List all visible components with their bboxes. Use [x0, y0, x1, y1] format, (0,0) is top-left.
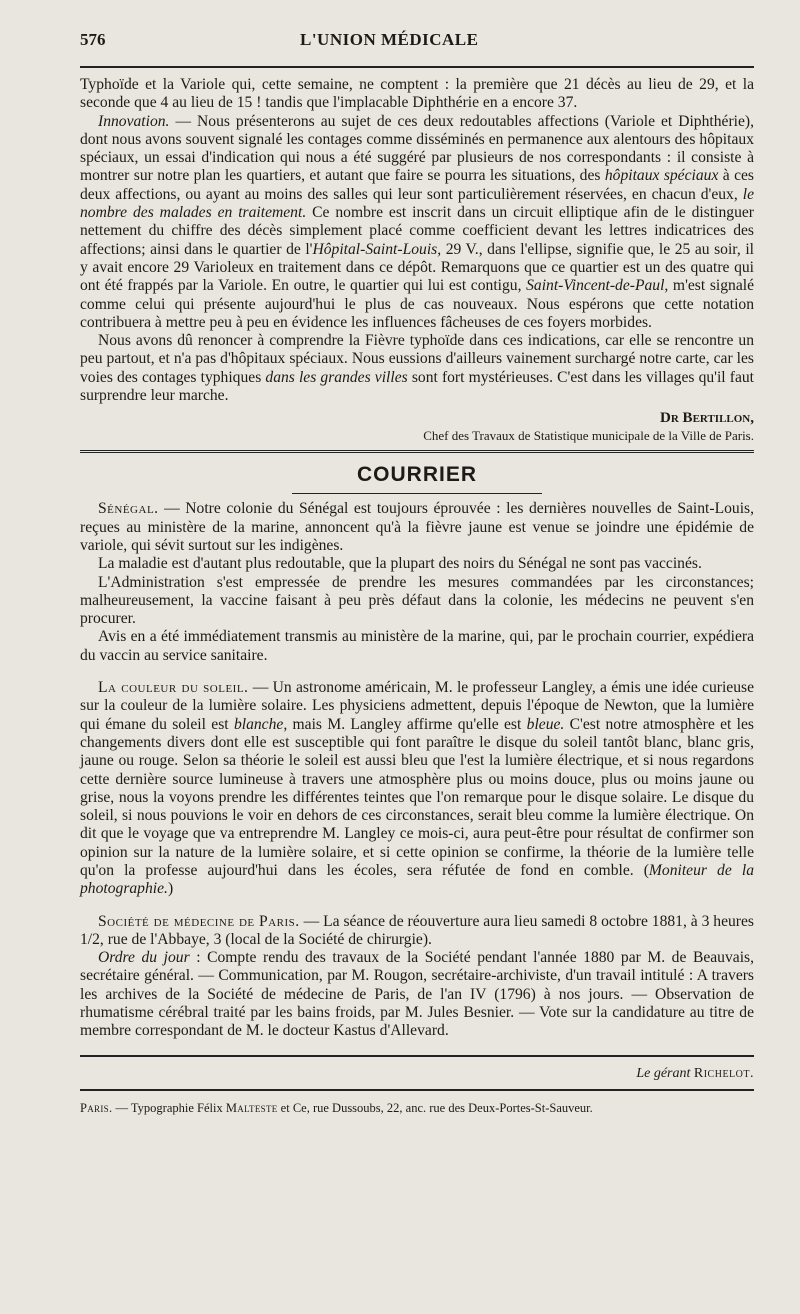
page-number: 576	[80, 30, 106, 49]
courrier-heading-block	[80, 463, 754, 494]
spacer	[80, 899, 754, 913]
article-paragraph-1: Typhoïde et la Variole qui, cette semaine, ne comptent : la première que 21 décès au lieu de 29, et la seconde que 4 au lieu de 15 ! tandis que l'implacable Diphthérie en a encore 37.	[80, 76, 754, 112]
page-header	[80, 30, 754, 60]
innovation-heading: Innovation.	[98, 112, 170, 130]
societe-heading: Société de médecine de Paris.	[98, 912, 300, 930]
senegal-paragraph-2: La maladie est d'autant plus redoutable, que la plupart des noirs du Sénégal ne sont pas vaccinés.	[98, 555, 702, 573]
spacer	[80, 665, 754, 679]
signature-role: Chef des Travaux de Statistique municipale de la Ville de Paris.	[423, 428, 754, 444]
article-paragraph-typhoide: Nous avons dû renoncer à comprendre la Fièvre typhoïde dans ces indications, car elle se rencontre un peu partout, et n'a pas d'hôpitaux spéciaux. Nous eussions d'ailleurs vainement surchargé notre carte, car les voies des contages typhiques dans les grandes villes sont fort mystérieuses. C'est dans les villages qu'il faut surprendre leur marche.	[80, 332, 755, 405]
section-divider	[80, 450, 754, 453]
ordre-du-jour-heading: Ordre du jour	[98, 949, 190, 967]
courrier-rule	[292, 493, 542, 494]
running-title: L'UNION MÉDICALE	[300, 30, 479, 49]
gerant-name: Richelot.	[693, 1065, 754, 1081]
senegal-paragraph-4: Avis en a été immédiatement transmis au ministère de la marine, qui, par le prochain courrier, expédiera du vaccin au service sanitaire.	[80, 628, 754, 664]
article-paragraph-innovation: Innovation. — Nous présenterons au sujet de ces deux redoutables affections (Variole et Diphthérie), dont nous avons souvent signalé les contages comme disséminés en permanence aux alentours des hôpitaux spéciaux, un essai d'indication qui nous a été suggéré par plusieurs de nos correspondants : il consiste à montrer sur notre plan les quartiers, et autant que faire se pourra les situations, des hôpitaux spéciaux à ces deux affections, ou ayant au moins des salles qui leur sont particulièrement réservées, en chacun d'eux, le nombre des malades en traitement. Ce nombre est inscrit dans un circuit elliptique afin de le distinguer nettement du chiffre des décès simplement placé comme coefficient devant les lettres indicatrices des affections; ainsi dans le quartier de l'Hôpital-Saint-Louis, 29 V., dans l'ellipse, signifie que, le 25 au soir, il y avait encore 29 Varioleux en traitement dans ce dépôt. Remarquons que ce quartier est un des quatre qui ont été frappés par la Variole. En outre, le quartier qui lui est contigu, Saint-Vincent-de-Paul, m'est signalé comme celui qui présente aujourd'hui le plus de cas nouveaux. Nous espérons que cette notation contribuera à mettre peu à peu en évidence les influences fâcheuses de ces foyers morbides.	[80, 112, 755, 331]
printer-imprint: Paris. — Typographie Félix Malteste et Ce, rue Dussoubs, 22, anc. rue des Deux-Portes-St-Sauveur.	[80, 1100, 593, 1115]
courrier-title: COURRIER	[356, 463, 477, 487]
senegal-heading: Sénégal.	[98, 500, 159, 518]
senegal-paragraph-3: L'Administration s'est empressée de prendre les mesures commandées par les circonstances; malheureusement, la vaccine faisant à peu près défaut dans la colonie, les médecins ne peuvent s'en procurer.	[80, 573, 754, 628]
soleil-heading: La couleur du soleil.	[98, 679, 249, 697]
footer-rule-bottom	[80, 1089, 754, 1091]
senegal-paragraph-1: Sénégal. — Notre colonie du Sénégal est toujours éprouvée : les dernières nouvelles de Saint-Louis, reçues au ministère de la marine, annoncent qu'à la fièvre jaune est venue se joindre une épidémie de variole, qui sévit surtout sur les indigènes.	[80, 500, 754, 554]
societe-paragraph: Société de médecine de Paris. — La séance de réouverture aura lieu samedi 8 octobre 1881, à 3 heures 1/2, rue de l'Abbaye, 3 (local de la Société de chirurgie).	[80, 912, 754, 948]
footer-rule-top	[80, 1055, 754, 1057]
soleil-paragraph: La couleur du soleil. — Un astronome américain, M. le professeur Langley, a émis une idée curieuse sur la couleur de la lumière solaire. Les physiciens admettent, depuis l'époque de Newton, que la lumière qui émane du soleil est blanche, mais M. Langley affirme qu'elle est bleue. C'est notre atmosphère et les changements divers dont elle est susceptible qui font paraître le disque du soleil tantôt blanc, blanc gris, jaune ou rouge. Selon sa théorie le soleil est aussi bleu que l'est la lumière électrique, et si nous regardons cette dernière source lumineuse à travers une atmosphère plus ou moins douce, plus ou moins jaune ou grise, nous la voyons prendre les différentes teintes que l'on remarque pour le disque solaire. Le disque du soleil, si nous pouvions le voir en dehors de ces circonstances, serait bleu comme la lumière électrique. On dit que le voyage que va entreprendre M. Langley ce mois-ci, aura peut-être pour résultat de confirmer son opinion sur la nature de la lumière solaire, et si cette opinion se confirme, la théorie de la lumière telle qu'on la professe aujourd'hui dans les écoles, sera réfutée de fond en comble. (Moniteur de la photographie.)	[80, 679, 754, 898]
header-rule	[80, 66, 754, 68]
spacer	[80, 1041, 754, 1049]
gerant-line: Le gérant Richelot.	[636, 1065, 754, 1081]
signature-name: Dr Bertillon,	[660, 410, 754, 427]
ordre-du-jour-paragraph: Ordre du jour : Compte rendu des travaux de la Société pendant l'année 1880 par M. de Beauvais, secrétaire général. — Communication, par M. Rougon, secrétaire-archiviste, d'un travail intitulé : A travers les archives de la Société de médecine de Paris, de l'an IV (1796) à nos jours. — Observation de rhumatisme cérébral traité par les bains froids, par M. Jules Besnier. — Vote sur la candidature au titre de membre correspondant de M. le docteur Kastus d'Allevard.	[80, 949, 754, 1040]
